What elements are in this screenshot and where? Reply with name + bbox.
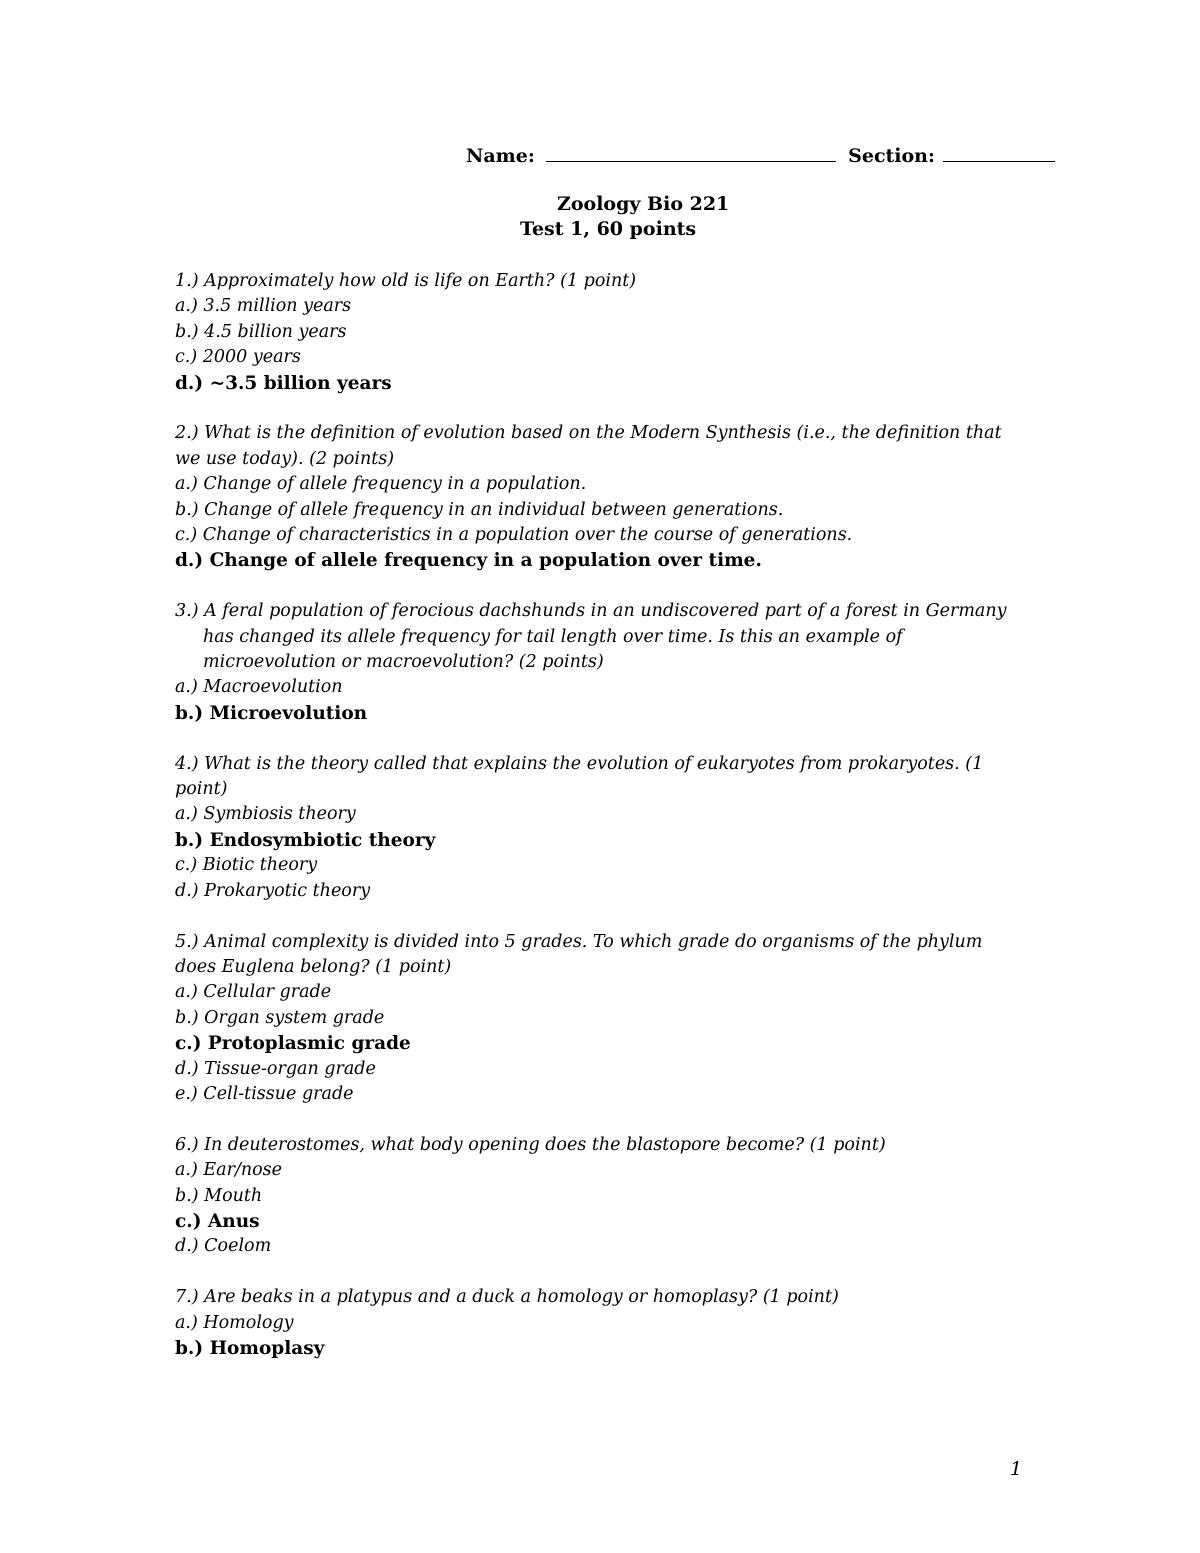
answer-option: c.) 2000 years — [175, 347, 301, 368]
answer-option: c.) Change of characteristics in a population over the course of generations. — [175, 525, 853, 546]
section-label: Section: — [848, 145, 936, 167]
answer-option: a.) Symbiosis theory — [175, 804, 356, 825]
correct-answer-option: c.) Protoplasmic grade — [175, 1033, 411, 1055]
question-list — [175, 269, 1015, 1387]
correct-answer-option: b.) Microevolution — [175, 702, 368, 724]
answer-option: a.) Homology — [175, 1312, 294, 1333]
question-text: 3.) A feral population of ferocious dachshunds in an undiscovered part of a forest in Germany has changed its allele frequency for tail length over time. Is this an example of microevolution or macroevolution? (2 points) — [175, 601, 1007, 673]
test-title: Test 1, 60 points — [520, 218, 697, 240]
answer-option: c.) Biotic theory — [175, 855, 318, 876]
answer-option: a.) Cellular grade — [175, 982, 332, 1003]
correct-answer-option: d.) Change of allele frequency in a population over time. — [175, 550, 762, 572]
answer-option: b.) Organ system grade — [175, 1007, 385, 1028]
question-6 — [175, 1133, 1015, 1260]
section-blank — [943, 143, 1055, 162]
answer-option: a.) 3.5 million years — [175, 296, 352, 317]
answer-option: b.) 4.5 billion years — [175, 321, 347, 342]
course-title: Zoology Bio 221 — [557, 193, 730, 215]
question-text: 2.) What is the definition of evolution based on the Modern Synthesis (i.e., the definition that we use today). (2 points) — [175, 423, 1002, 469]
correct-answer-option: b.) Endosymbiotic theory — [175, 829, 436, 851]
answer-option: e.) Cell-tissue grade — [175, 1083, 354, 1104]
answer-option: b.) Mouth — [175, 1185, 263, 1206]
answer-option: d.) Tissue-organ grade — [175, 1058, 376, 1079]
answer-option: a.) Ear/nose — [175, 1160, 282, 1181]
question-text: 6.) In deuterostomes, what body opening does the blastopore become? (1 point) — [175, 1134, 886, 1155]
question-5 — [175, 930, 1015, 1108]
question-text: 7.) Are beaks in a platypus and a duck a homology or homoplasy? (1 point) — [175, 1287, 839, 1308]
student-info-line — [466, 143, 1055, 167]
name-blank — [546, 143, 836, 162]
answer-option: a.) Change of allele frequency in a population. — [175, 474, 587, 495]
name-label: Name: — [466, 145, 535, 167]
answer-option: a.) Macroevolution — [175, 677, 343, 698]
correct-answer-option: c.) Anus — [175, 1210, 260, 1232]
question-text: 5.) Animal complexity is divided into 5 grades. To which grade do organisms of the phylum does Euglena belong? (1 point) — [175, 931, 983, 977]
answer-option: d.) Coelom — [175, 1236, 272, 1257]
question-3 — [175, 599, 1015, 726]
question-text: 4.) What is the theory called that explains the evolution of eukaryotes from prokaryotes. (1 point) — [175, 753, 984, 800]
question-text: 1.) Approximately how old is life on Earth? (1 point) — [175, 271, 637, 291]
answer-option: d.) Prokaryotic theory — [175, 880, 371, 901]
correct-answer-option: d.) ~3.5 billion years — [175, 372, 392, 394]
question-7 — [175, 1285, 1015, 1361]
question-1 — [175, 269, 1015, 396]
answer-option: b.) Change of allele frequency in an individual between generations. — [175, 499, 784, 520]
page-number: 1 — [1010, 1458, 1023, 1480]
question-4 — [175, 752, 1015, 904]
question-2 — [175, 421, 1015, 573]
correct-answer-option: b.) Homoplasy — [175, 1337, 325, 1359]
